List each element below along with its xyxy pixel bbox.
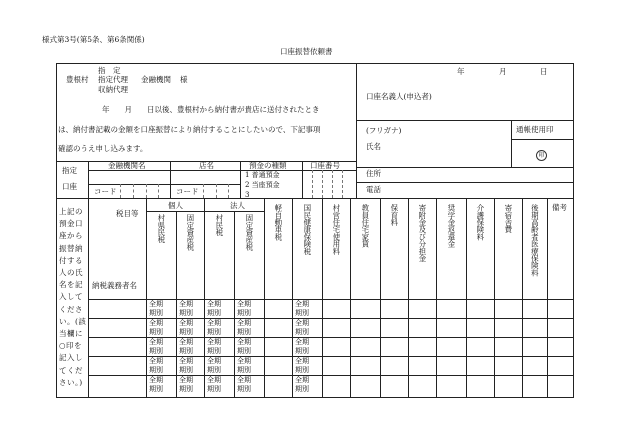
seal-mark: 印: [536, 150, 547, 161]
per-term-text: 期別: [237, 328, 251, 336]
per-term-text: 期別: [295, 366, 309, 374]
column-separator: [350, 198, 351, 397]
term-cell[interactable]: [295, 376, 309, 394]
full-term-text: 全期: [237, 300, 251, 308]
rule-ind-corp: [146, 211, 264, 212]
term-cell[interactable]: [179, 338, 193, 356]
addressee-institution: 金融機関: [141, 75, 171, 84]
term-cell[interactable]: [207, 357, 221, 375]
request-text-line-3: 確認のうえ申し込みます。: [58, 144, 148, 153]
column-separator: [204, 198, 205, 397]
column-separator: [322, 198, 323, 397]
bank-name-header: 金融機関名: [108, 161, 146, 170]
per-term-text: 期別: [295, 347, 309, 355]
column-separator: [234, 211, 235, 397]
per-term-text: 期別: [207, 385, 221, 393]
left-note: 上記の預金口座から振替納付する人の氏名を記入してください。(該当欄に○印を記入してください。): [59, 207, 87, 387]
deposit-type-2: 2 当座預金: [245, 181, 280, 189]
taxpayer-header: 納税義務者名: [92, 281, 137, 290]
per-term-text: 期別: [295, 385, 309, 393]
addressee-role-2: 指定代理: [98, 75, 128, 84]
column-separator: [264, 198, 265, 397]
term-cell[interactable]: [237, 357, 251, 375]
deposit-type-3: 3: [245, 191, 250, 199]
addressee-honorific: 様: [180, 75, 188, 84]
term-cell[interactable]: [207, 319, 221, 337]
rule-mid: [356, 63, 357, 198]
column-separator: [380, 198, 381, 397]
full-term-text: 全期: [207, 319, 221, 327]
request-text-line-2: は、納付書記載の金額を口座振替により納付することにしたいので、下記事項: [58, 125, 321, 134]
per-term-text: 期別: [149, 366, 163, 374]
code-div-6: [216, 184, 217, 198]
rule-account-type: [302, 161, 303, 198]
per-term-text: 期別: [237, 366, 251, 374]
remarks-header: 備考: [552, 203, 567, 212]
acct-div-3: [332, 170, 333, 198]
full-term-text: 全期: [149, 338, 163, 346]
full-term-text: 全期: [149, 319, 163, 327]
per-term-text: 期別: [149, 347, 163, 355]
tax-type-header: 税目等: [116, 209, 139, 218]
column-header-5: 軽自動車税: [273, 204, 283, 241]
rule-account-header: [88, 170, 356, 171]
per-term-text: 期別: [295, 328, 309, 336]
rule-table-left: [56, 198, 57, 398]
full-term-text: 全期: [295, 376, 309, 384]
rule-table-top: [56, 198, 574, 199]
corporation-header: 法人: [230, 201, 245, 210]
term-cell[interactable]: [295, 319, 309, 337]
per-term-text: 期別: [207, 366, 221, 374]
term-cell[interactable]: [237, 300, 251, 318]
column-separator: [547, 198, 548, 397]
column-header-7: 村営住宅使用料: [331, 204, 341, 255]
rule-account-left: [88, 161, 89, 198]
term-cell[interactable]: [149, 338, 163, 356]
per-term-text: 期別: [207, 328, 221, 336]
full-term-text: 全期: [295, 319, 309, 327]
full-term-text: 全期: [295, 300, 309, 308]
full-term-text: 全期: [295, 357, 309, 365]
full-term-text: 全期: [149, 300, 163, 308]
code-div-3: [146, 184, 147, 198]
column-separator: [408, 198, 409, 397]
full-term-text: 全期: [149, 376, 163, 384]
code-div-5: [203, 184, 204, 198]
deposit-type-1: 1 普通預金: [245, 171, 280, 179]
term-cell[interactable]: [237, 338, 251, 356]
term-cell[interactable]: [179, 376, 193, 394]
bank-code-label: コード: [94, 187, 117, 196]
per-term-text: 期別: [179, 366, 193, 374]
seal-label: 通帳使用印: [516, 125, 554, 134]
term-cell[interactable]: [295, 338, 309, 356]
account-label: 口座: [62, 182, 77, 191]
full-term-text: 全期: [179, 357, 193, 365]
rule-top: [56, 63, 574, 64]
rule-left-upper: [56, 63, 57, 198]
per-term-text: 期別: [149, 309, 163, 317]
full-term-text: 全期: [237, 338, 251, 346]
column-separator: [522, 198, 523, 397]
full-term-text: 全期: [179, 338, 193, 346]
rule-applicant-2: [356, 167, 574, 168]
per-term-text: 期別: [149, 328, 163, 336]
full-term-text: 全期: [207, 376, 221, 384]
per-term-text: 期別: [207, 347, 221, 355]
full-term-text: 全期: [149, 357, 163, 365]
rule-right: [573, 63, 574, 398]
deposit-type-header: 預金の種類: [249, 161, 287, 170]
per-term-text: 期別: [295, 309, 309, 317]
rule-table-bottom: [56, 397, 574, 398]
name-label: 氏名: [366, 142, 381, 151]
column-header-2: 固定資産税: [185, 214, 195, 251]
column-header-13: 寄宿舎費: [503, 204, 513, 233]
column-header-4: 固定資産税: [244, 214, 254, 251]
per-term-text: 期別: [207, 309, 221, 317]
term-cell[interactable]: [237, 319, 251, 337]
furigana-label: (フリガナ): [366, 126, 402, 135]
full-term-text: 全期: [237, 319, 251, 327]
code-div-1: [120, 184, 121, 198]
rule-table-name: [146, 198, 147, 398]
code-div-4: [158, 184, 159, 198]
per-term-text: 期別: [237, 385, 251, 393]
term-cell[interactable]: [237, 376, 251, 394]
account-no-header: 口座番号: [310, 161, 340, 170]
per-term-text: 期別: [179, 347, 193, 355]
column-separator: [466, 198, 467, 397]
per-term-text: 期別: [237, 309, 251, 317]
term-cell[interactable]: [179, 357, 193, 375]
date-year: 年: [457, 67, 465, 76]
term-cell[interactable]: [207, 338, 221, 356]
column-header-12: 介護保険料: [475, 204, 485, 241]
form-title: 口座振替依頼書: [280, 47, 333, 56]
term-cell[interactable]: [179, 300, 193, 318]
account-holder-label: 口座名義人(申込者): [366, 92, 432, 101]
column-header-11: 奨学金返還金: [446, 204, 456, 248]
per-term-text: 期別: [149, 385, 163, 393]
code-div-2: [133, 184, 134, 198]
full-term-text: 全期: [237, 376, 251, 384]
term-cell[interactable]: [295, 357, 309, 375]
column-header-9: 保育料: [389, 204, 399, 226]
term-cell[interactable]: [149, 376, 163, 394]
column-header-1: 村県民税: [156, 214, 166, 243]
address-label: 住所: [366, 169, 381, 178]
phone-label: 電話: [366, 185, 381, 194]
addressee-village: 豊根村: [66, 75, 89, 84]
full-term-text: 全期: [207, 300, 221, 308]
addressee-role-3: 収納代理: [98, 85, 128, 94]
column-header-10: 寄附金及び分担金: [417, 204, 427, 262]
full-term-text: 全期: [237, 357, 251, 365]
rule-seal: [511, 139, 574, 140]
term-cell[interactable]: [149, 300, 163, 318]
form-number: 様式第3号(第5条、第6条関係): [42, 35, 145, 44]
term-cell[interactable]: [207, 376, 221, 394]
rule-account-bank: [170, 161, 171, 198]
column-header-6: 国民健康保険税: [302, 204, 312, 255]
term-cell[interactable]: [295, 300, 309, 318]
acct-div-4: [342, 170, 343, 198]
column-header-3: 村民税: [214, 214, 224, 236]
rule-applicant-1: [356, 120, 574, 121]
per-term-text: 期別: [179, 385, 193, 393]
date-month: 月: [499, 67, 507, 76]
rule-code: [88, 184, 240, 185]
branch-header: 店名: [199, 161, 214, 170]
addressee-role-1: 指 定: [98, 66, 121, 75]
column-header-14: 後期高齢者医療保険料: [530, 204, 540, 277]
per-term-text: 期別: [179, 328, 193, 336]
rule-applicant-3: [356, 182, 574, 183]
full-term-text: 全期: [179, 376, 193, 384]
full-term-text: 全期: [207, 357, 221, 365]
rule-account-branch: [240, 161, 241, 198]
term-cell[interactable]: [179, 319, 193, 337]
branch-code-label: コード: [176, 187, 199, 196]
code-div-7: [228, 184, 229, 198]
date-day: 日: [540, 67, 548, 76]
column-separator: [436, 198, 437, 397]
column-header-8: 教員住宅家賃: [360, 204, 370, 248]
designated-label: 指定: [62, 166, 77, 175]
full-term-text: 全期: [295, 338, 309, 346]
term-cell[interactable]: [149, 319, 163, 337]
per-term-text: 期別: [179, 309, 193, 317]
rule-table-note: [88, 198, 89, 398]
individual-header: 個人: [168, 201, 183, 210]
full-term-text: 全期: [179, 319, 193, 327]
term-cell[interactable]: [207, 300, 221, 318]
column-separator: [494, 198, 495, 397]
acct-div-1: [312, 170, 313, 198]
rule-seal-left: [511, 120, 512, 167]
column-separator: [176, 211, 177, 397]
per-term-text: 期別: [237, 347, 251, 355]
column-separator: [292, 198, 293, 397]
request-text-line-1: 年 月 日以後、豊根村から納付書が貴店に送付されたとき: [102, 105, 320, 114]
full-term-text: 全期: [179, 300, 193, 308]
term-cell[interactable]: [149, 357, 163, 375]
acct-div-2: [322, 170, 323, 198]
full-term-text: 全期: [207, 338, 221, 346]
